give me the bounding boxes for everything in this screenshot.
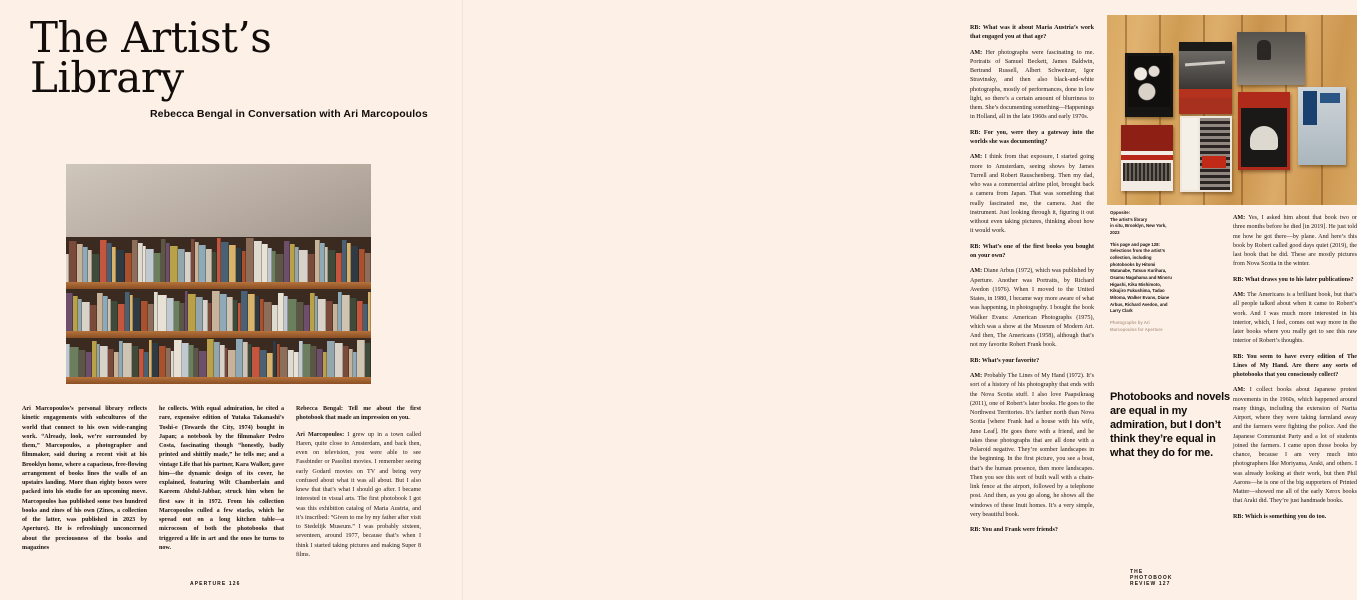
- byline: Rebecca Bengal in Conversation with Ari Marcopoulos: [150, 108, 428, 120]
- qa-question: [296, 405, 421, 424]
- shelf-row-1: [66, 237, 371, 290]
- qa-text: Probably The Lines of My Hand (1972). It’s sort of a history of his photography that ends with the Nova Scotia stuff. I also love Paapsikraag (2011), one of Robert’s later books. He goes to the Northwest Territories. It’s farther north than Nova Scotia [where Frank had a house with his wife, June Leaf]. He goes there with a friend, and he takes these photographs that are all done with a Polaroid negative. They’re somber landscapes in the beginning. In the first picture, you see a boat, that’s the human presence, then more landscapes. Then you see this sort of built wall with a chain-link fence at the airport, followed by a telephone post. And then, as you go along, he shows all the windows of these Inuit homes. It’s a very simple, very beautiful book.: [970, 373, 1094, 518]
- qa-speaker: Rebecca Bengal:: [296, 406, 349, 412]
- qa-speaker: RB:: [970, 243, 983, 250]
- qa-text: For you, were they a gateway into the worlds she was documenting?: [970, 129, 1094, 146]
- intro-column-1: [22, 405, 147, 567]
- qa-question: [970, 129, 1094, 148]
- caption-body: This page and page 128: Selections from the artist’s collection, including photobooks by Hitomi Watanabe, Tatsuo Kurihara, Osamu Nagahama and Minoru Higashi, Kiku Mishimoto, Kikujiro Fukushima, Tadao Mitoma, Walker Evans, Diane Arbus, Richard Avedon, and Larry Clark: [1110, 241, 1172, 314]
- qa-answer: [970, 153, 1094, 236]
- left-page: [0, 0, 462, 600]
- qa-text: Tell me about the first photobook that made an impression on you.: [296, 406, 421, 422]
- intro-paragraph-2: he collects. With equal admiration, he cited a rare, expensive edition of Yutaka Takanashi’s Toshi-e (Towards the City, 1974) bought in Japan; a notebook by the filmmaker Pedro Costa, fascinating though “honestly, badly printed and shittily made,” he tells me; and a vintage Life that his partner, Kara Walker, gave him—the dynamic design of its cover, he explained, featuring Wilt Chamberlain and Kareem Abdul-Jabbar, struck him when he first saw it in 1972. From his collection Marcopoulos culled a few stacks, which he spread out on a long kitchen table—a microcosm of both the photobooks that triggered a life in art and the ones he turns to now.: [159, 406, 284, 551]
- qa-speaker: RB:: [970, 357, 982, 364]
- photobook-cover-7: [1180, 116, 1232, 192]
- footer-right: [1130, 569, 1173, 587]
- shelf-row-2: [66, 289, 371, 337]
- photobook-cover-5: [1238, 92, 1290, 170]
- intro-paragraph-1: Ari Marcopoulos’s personal library reflects kinetic engagements with subcultures of the world that connect to his own wide-ranging work. “Already, look, we’re surrounded by them,” Marcopoulos, a photographer and filmmaker, said during a recent visit at his Brooklyn home, where a capacious, free-flowing arrangement of books lines the walls of an upstairs landing. More than eighty boxes were packed into his studio for an upcoming move. Marcopoulos has published some two hundred books and zines of his own (Zines, a collection of the latter, was published in 2023 by Aperture). He is refreshingly unconcerned about the preciousness of the books and magazines: [22, 406, 147, 551]
- qa-speaker: AM:: [970, 49, 986, 56]
- qa-answer: [970, 372, 1094, 520]
- caption-line-1: The artist’s library: [1110, 216, 1148, 222]
- qa-text: What was it about Maria Austria’s work that engaged you at that age?: [970, 25, 1094, 41]
- footer-left-label: APERTURE: [190, 581, 227, 587]
- qa-speaker: AM:: [970, 154, 985, 161]
- qa-text: Yes, I asked him about that book two or three months before he died [in 2019]. He just told me how he got there—by plane. And here’s this book by Robert called good days quiet (2019), the last book that he did. These are mostly pictures from Nova Scotia in the winter.: [1233, 215, 1357, 268]
- qa-question: [970, 24, 1094, 43]
- caption-line-2: in situ, Brooklyn, New York, 2023: [1110, 223, 1167, 235]
- qa-answer: [970, 49, 1094, 123]
- qa-question: [1233, 513, 1357, 522]
- caption-opposite-label: Opposite:: [1110, 210, 1131, 215]
- photobooks-photo: [1107, 15, 1357, 205]
- qa-answer: [1233, 386, 1357, 506]
- qa-text: The Americans is a brilliant book, but that’s all people talked about when it came to Robert’s work. And I was much more interested in his interior, which, I feel, comes out way more in the later books where you really get to see this raw interior of Robert’s thoughts.: [1233, 292, 1357, 345]
- qa-question: [1233, 276, 1357, 285]
- qa-text: Which is something you do too.: [1244, 513, 1327, 520]
- page-title-line-2: Library: [30, 52, 184, 102]
- qa-column-right-3: [1233, 208, 1357, 528]
- qa-speaker: RB:: [1233, 353, 1247, 360]
- qa-speaker: RB:: [970, 25, 983, 32]
- footer-right-page: 127: [1158, 581, 1171, 587]
- qa-text: Diane Arbus (1972), which was published by Aperture. Another was Portraits, by Richard Avedon (1976). When I moved to the United States, in 1980, I became way more aware of what was happening, in photography. I bought the book Walker Evans: American Photographs (1975), which was a show at the Museum of Modern Art. And then, The Americans (1958), although that’s not my favorite Robert Frank book.: [970, 268, 1094, 349]
- photobook-cover-6: [1121, 125, 1173, 191]
- intro-column-2: [159, 405, 284, 567]
- qa-speaker: RB:: [1233, 513, 1245, 520]
- qa-speaker: RB:: [970, 129, 984, 136]
- photobook-cover-1: [1125, 53, 1173, 117]
- page-title-line-1: The Artist’s: [30, 13, 272, 62]
- qa-question: [970, 526, 1094, 535]
- qa-question: [970, 357, 1094, 366]
- qa-answer: [970, 267, 1094, 350]
- caption-credit: Photographs by Ari Marcopoulos for Aperture: [1110, 319, 1163, 332]
- qa-text: I collect books about Japanese protest movements in the 1960s, which happened around many things, including the extension of Narita Airport, where they were taking farmland away and the farmers were fighting the police. And the Japanese Communist Party and a lot of students joined the farmers. I came upon those books by chance, because I am very much into photographers like Moriyama, Araki, and others. I was already looking at their work, but then Phil Aarons—he is one of the big supporters of Printed Matter—showed me all of the early Xerox books that Araki did. They’re just handmade books.: [1233, 387, 1357, 505]
- qa-text: What’s your favorite?: [981, 357, 1040, 364]
- left-page-columns: [22, 405, 432, 567]
- photobook-cover-3: [1237, 32, 1305, 85]
- footer-left-page: 126: [228, 581, 241, 587]
- qa-speaker: RB:: [970, 527, 982, 534]
- page-title: [30, 13, 360, 102]
- qa-answer: [296, 431, 421, 561]
- photobook-cover-4: [1298, 87, 1346, 165]
- qa-speaker: AM:: [1233, 292, 1248, 299]
- right-page: [462, 0, 1357, 600]
- qa-text: You and Frank were friends?: [981, 527, 1058, 534]
- qa-column-3: [296, 405, 421, 567]
- qa-speaker: Ari Marcopoulos:: [296, 431, 348, 438]
- qa-speaker: RB:: [1233, 276, 1245, 283]
- qa-answer: [1233, 291, 1357, 347]
- qa-answer: [1233, 214, 1357, 270]
- photo-wall: [66, 164, 371, 243]
- photobook-cover-2: [1179, 42, 1232, 114]
- caption-opposite: [1110, 210, 1176, 237]
- qa-question: [970, 243, 1094, 262]
- qa-column-right-1: [970, 18, 1094, 541]
- qa-text: What draws you to his later publications?: [1244, 276, 1354, 283]
- qa-text: I grew up in a town called Haren, quite close to Amsterdam, and back then, even on television, you were able to see Fassbinder or Pasolini movies. I remember seeing early Godard movies on TV and being very confused about what it was all about. But I also knew that that’s what I should go after. I became interested in visual arts. The first photobook I got was this exhibition catalog of Maria Austria, and it’s inscribed: “Given to me by my father after visit to Stedelijk Museum.” I was probably sixteen, seventeen, around 1977, because that’s when I think I started taking pictures and making Super 8 films.: [296, 431, 421, 558]
- qa-speaker: AM:: [970, 373, 985, 379]
- page-gutter: [462, 0, 463, 600]
- shelf-row-3: [66, 338, 371, 384]
- footer-left: [190, 581, 240, 587]
- qa-speaker: AM:: [1233, 215, 1249, 222]
- pull-quote: Photobooks and novels are equal in my admiration, but I don’t think they’re equal in what they do for me.: [1110, 391, 1230, 460]
- qa-text: You seem to have every edition of The Lines of My Hand. Are there any sorts of photobooks that you consciously collect?: [1233, 353, 1357, 379]
- bookshelf-photo: [66, 164, 371, 384]
- qa-text: What’s one of the first books you bought on your own?: [970, 243, 1094, 259]
- qa-speaker: AM:: [970, 268, 984, 275]
- qa-speaker: AM:: [1233, 387, 1250, 394]
- footer-right-label: THE PHOTOBOOK REVIEW: [1130, 569, 1173, 587]
- qa-text: I think from that exposure, I started going more to Amsterdam, seeing shows by James Turrell and Robert Rauschenberg. Then my dad, who was a commercial airline pilot, brought back a camera from Japan. That was something that really fascinated me, the camera. Just the instrument. Just looking through it, figuring it out without even taking pictures, thinking about how it would work.: [970, 154, 1094, 235]
- photo-caption: [1110, 210, 1176, 338]
- qa-question: [1233, 353, 1357, 381]
- qa-text: Her photographs were fascinating to me. Portraits of Samuel Beckett, James Baldwin, Bertrand Russell, Albert Schweitzer, Igor Stravinsky, and then also black-and-white photographs, mostly of performances, done in low light, so there’s a certain amount of blurriness to them. She’s documenting something—Happenings in Holland, all in the late 1960s and early 1970s.: [970, 49, 1094, 121]
